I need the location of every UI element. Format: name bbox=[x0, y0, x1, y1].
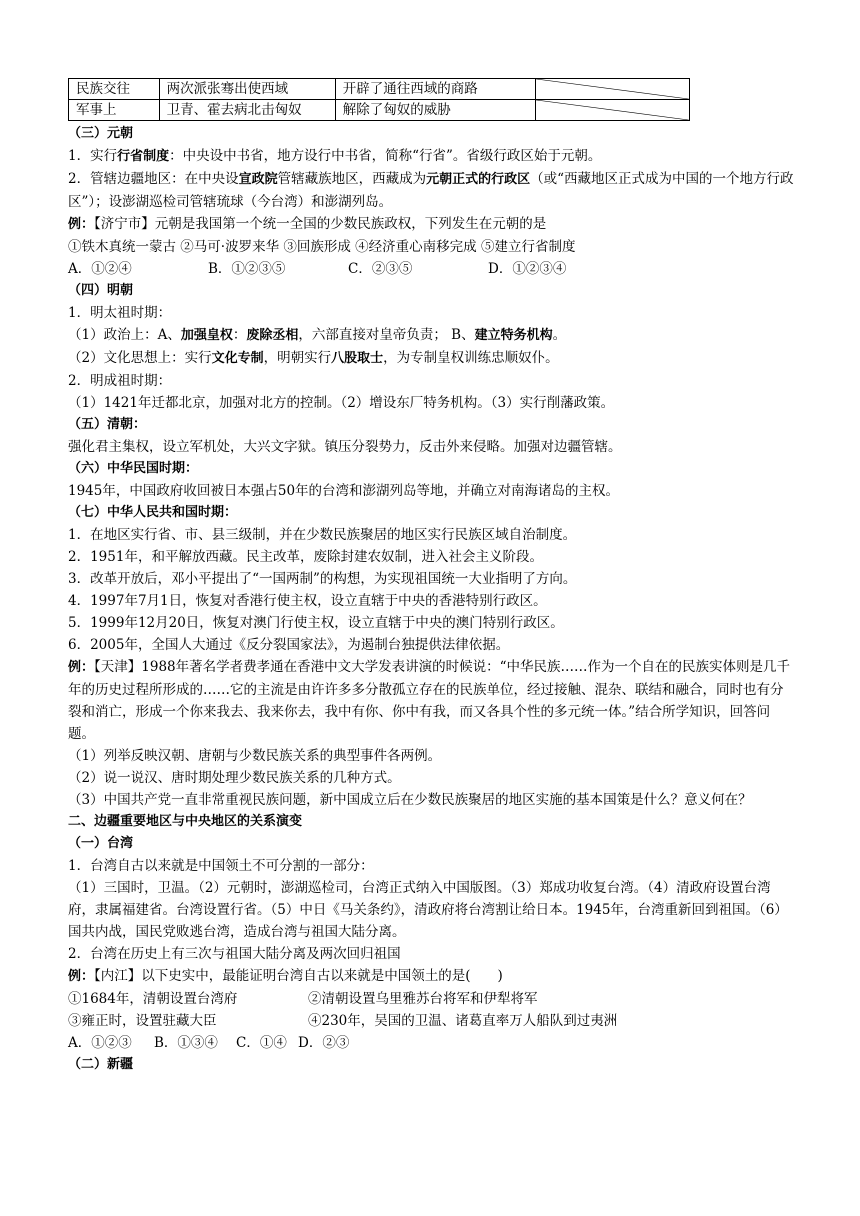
paragraph: 2．明成祖时期： bbox=[68, 373, 172, 389]
text: （或“西藏地区正式成为中国的一个地方行政区”）；设澎湖巡检司管辖琉球（今台湾）和澎湖列岛。 bbox=[68, 171, 794, 210]
text: ：中央设中书省，地方设行中书省，简称“行省”。省级行政区始于元朝。 bbox=[169, 148, 602, 164]
diagonal-line bbox=[536, 100, 689, 120]
option-a: A．①②③ bbox=[68, 1035, 132, 1051]
item: ①1684年，清朝设置台湾府 bbox=[68, 991, 238, 1007]
table-row bbox=[69, 79, 690, 100]
list-item: 4．1997年7月1日，恢复对香港行使主权，设立直辖于中央的香港特别行政区。 bbox=[68, 593, 547, 609]
section-heading-yuan: （三）元朝 bbox=[68, 126, 134, 141]
section-heading-prc: （七）中华人民共和国时期： bbox=[68, 505, 238, 520]
text: 2．管辖边疆地区：在中央设 bbox=[68, 171, 239, 187]
question: （1）列举反映汉朝、唐朝与少数民族关系的典型事件各两例。 bbox=[68, 748, 442, 764]
section-heading-ming: （四）明朝 bbox=[68, 283, 134, 298]
table-cell: 两次派张骞出使西域 bbox=[159, 79, 335, 100]
list-item: 3．改革开放后，邓小平提出了“一国两制”的构想，为实现祖国统一大业指明了方向。 bbox=[68, 571, 577, 587]
item: ②清朝设置乌里雅苏台将军和伊犁将军 bbox=[308, 991, 538, 1007]
section-heading-xinjiang: （二）新疆 bbox=[68, 1057, 134, 1072]
text: 【内江】以下史实中，最能证明台湾自古以来就是中国领土的是( ) bbox=[94, 968, 503, 984]
text: 1．实行 bbox=[68, 148, 118, 164]
paragraph: （1）三国时，卫温。（2）元朝时，澎湖巡检司，台湾正式纳入中国版图。（3）郑成功收复台湾。（4）清政府设置台湾府，隶属福建省。台湾设置行省。（5）中日《马关条约》，清政府将台湾割让给日本。1945年，台湾重新回到祖国。（6）国共内战，国民党败逃台湾，造成台湾与祖国大陆分离。 bbox=[68, 880, 788, 940]
text: （1）政治上：A、 bbox=[68, 327, 181, 343]
part-heading: 二、边疆重要地区与中央地区的关系演变 bbox=[68, 814, 303, 829]
text: （2）文化思想上：实行 bbox=[68, 350, 212, 366]
table-cell: 开辟了通往西域的商路 bbox=[335, 79, 536, 100]
example bbox=[68, 213, 794, 236]
text: 。 bbox=[552, 327, 567, 343]
list-item: 1．在地区实行省、市、县三级制，并在少数民族聚居的地区实行民族区域自治制度。 bbox=[68, 527, 577, 543]
section-heading-qing: （五）清朝： bbox=[68, 417, 147, 432]
bold-term: 八股取士 bbox=[331, 351, 384, 366]
question: （2）说一说汉、唐时期处理少数民族关系的几种方式。 bbox=[68, 770, 401, 786]
document-page bbox=[68, 78, 794, 1076]
example-items: ①铁木真统一蒙古 ②马可·波罗来华 ③回族形成 ④经济重心南移完成 ⑤建立行省制度 bbox=[68, 239, 576, 255]
bold-term: 建立特务机构 bbox=[474, 328, 553, 343]
bold-term: 加强皇权 bbox=[180, 328, 233, 343]
text: ，明朝实行 bbox=[263, 350, 332, 366]
paragraph: 强化君主集权，设立军机处，大兴文字狱。镇压分裂势力，反击外来侵略。加强对边疆管辖。 bbox=[68, 439, 622, 455]
example-items bbox=[68, 988, 794, 1010]
paragraph bbox=[68, 324, 794, 347]
diagonal-cell bbox=[536, 100, 690, 121]
option-c: C．②③⑤ bbox=[348, 261, 413, 277]
text: 【天津】1988年著名学者费孝通在香港中文大学发表讲演的时候说：“中华民族……作为一个自在的民族实体则是几千年的历史过程所形成的……它的主流是由许许多多分散孤立存在的民族单位，经过接触、混杂、联结和融合，同时也有分裂和消亡，形成一个你来我去、我来你去，我中有你、你中有我，而又各具个性的多元统一体。”结合所学知识，回答问题。 bbox=[68, 659, 791, 742]
bold-term: 元朝正式的行政区 bbox=[426, 172, 531, 187]
answer-options bbox=[68, 1032, 794, 1054]
paragraph: 1．明太祖时期： bbox=[68, 305, 172, 321]
table-cell: 军事上 bbox=[69, 100, 160, 121]
text: ，为专制皇权训练忠顺奴仆。 bbox=[383, 350, 559, 366]
question: （3）中国共产党一直非常重视民族问题，新中国成立后在少数民族聚居的地区实施的基本国策是什么？意义何在？ bbox=[68, 792, 752, 808]
table-cell: 解除了匈奴的威胁 bbox=[335, 100, 536, 121]
example bbox=[68, 656, 794, 745]
bold-term: 废除丞相 bbox=[246, 328, 299, 343]
option-b: B．①③④ bbox=[154, 1035, 218, 1051]
example-label: 例： bbox=[68, 217, 95, 232]
paragraph: 1．台湾自古以来就是中国领土不可分割的一部分： bbox=[68, 858, 374, 874]
list-item: 2．1951年，和平解放西藏。民主改革，废除封建农奴制，进入社会主义阶段。 bbox=[68, 549, 543, 565]
section-heading-taiwan: （一）台湾 bbox=[68, 836, 134, 851]
example-items bbox=[68, 1010, 794, 1032]
paragraph bbox=[68, 347, 794, 370]
item: ④230年，吴国的卫温、诸葛直率万人船队到过夷洲 bbox=[308, 1013, 618, 1029]
paragraph bbox=[68, 168, 794, 213]
option-d: D．②③ bbox=[298, 1035, 350, 1051]
item: ③雍正时，设置驻藏大臣 bbox=[68, 1013, 217, 1029]
bold-term: 宣政院 bbox=[238, 172, 278, 187]
bold-term: 文化专制 bbox=[211, 351, 264, 366]
answer-options bbox=[68, 258, 794, 280]
option-a: A．①②④ bbox=[68, 261, 132, 277]
table-cell: 民族交往 bbox=[69, 79, 160, 100]
paragraph bbox=[68, 145, 794, 168]
table-cell: 卫青、霍去病北击匈奴 bbox=[159, 100, 335, 121]
text: 管辖藏族地区，西藏成为 bbox=[277, 171, 427, 187]
paragraph: 1945年，中国政府收回被日本强占50年的台湾和澎湖列岛等地，并确立对南海诸岛的主权。 bbox=[68, 483, 620, 499]
option-c: C．①④ bbox=[236, 1035, 287, 1051]
document-body bbox=[68, 123, 794, 1076]
list-item: 6．2005年，全国人大通过《反分裂国家法》，为遏制台独提供法律依据。 bbox=[68, 637, 510, 653]
text: 【济宁市】元朝是我国第一个统一全国的少数民族政权，下列发生在元朝的是 bbox=[94, 216, 547, 232]
summary-table bbox=[68, 78, 690, 121]
option-d: D．①②③④ bbox=[488, 261, 567, 277]
paragraph: （1）1421年迁都北京，加强对北方的控制。（2）增设东厂特务机构。（3）实行削藩政策。 bbox=[68, 395, 615, 411]
text: ： bbox=[232, 327, 247, 343]
section-heading-roc: （六）中华民国时期： bbox=[68, 461, 199, 476]
text: ，六部直接对皇帝负责； B、 bbox=[298, 327, 475, 343]
bold-term: 行省制度 bbox=[117, 149, 170, 164]
example bbox=[68, 965, 794, 988]
example-label: 例： bbox=[68, 660, 95, 675]
list-item: 5．1999年12月20日，恢复对澳门行使主权，设立直辖于中央的澳门特别行政区。 bbox=[68, 615, 564, 631]
table-row bbox=[69, 100, 690, 121]
diagonal-line bbox=[536, 79, 689, 99]
paragraph: 2．台湾在历史上有三次与祖国大陆分离及两次回归祖国 bbox=[68, 946, 401, 962]
example-label: 例： bbox=[68, 969, 95, 984]
diagonal-cell bbox=[536, 79, 690, 100]
option-b: B．①②③⑤ bbox=[208, 261, 286, 277]
